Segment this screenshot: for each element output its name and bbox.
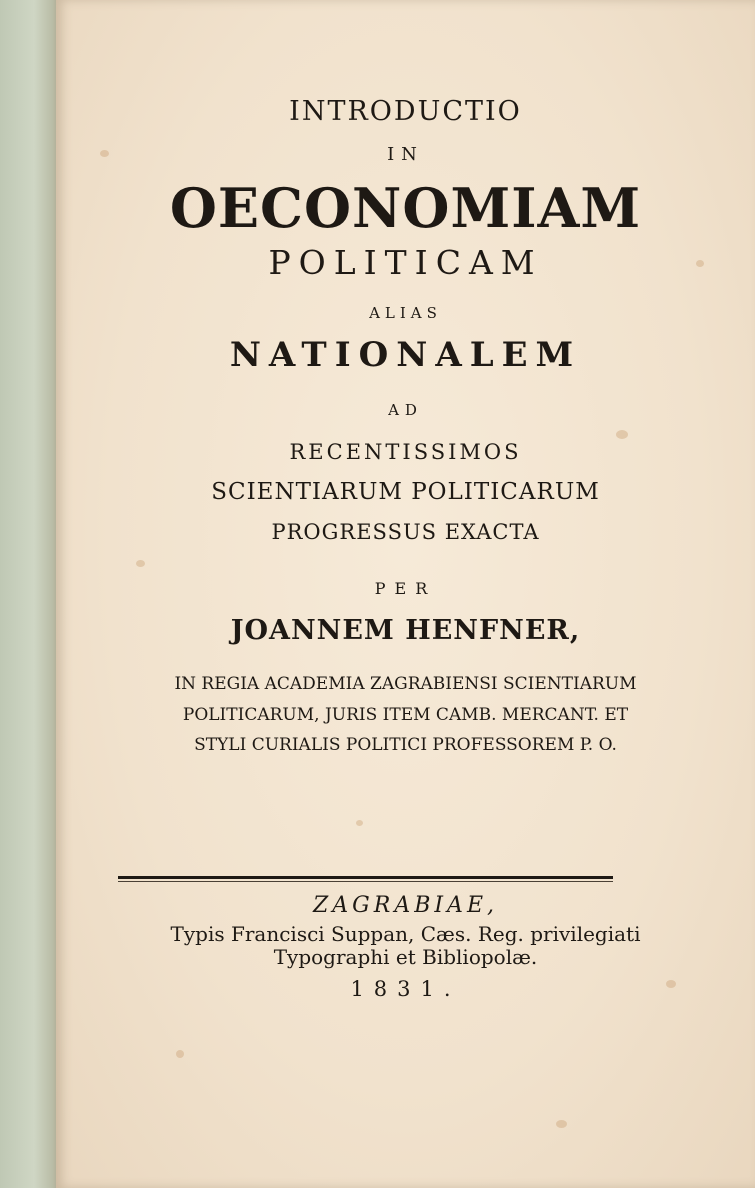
imprint-printer-line-2: Typographi et Bibliopolæ. xyxy=(273,945,538,969)
book-binding-edge xyxy=(0,0,62,1188)
title-line-oeconomiam: OECONOMIAM xyxy=(169,176,642,240)
author-name: JOANNEM HENFNER, xyxy=(230,615,581,646)
foxing-spot xyxy=(556,1120,567,1128)
title-line-in: IN xyxy=(387,144,424,165)
title-line-scientiarum: SCIENTIARUM POLITICARUM xyxy=(211,479,600,505)
title-line-politicam: POLITICAM xyxy=(268,243,543,282)
imprint-divider-rule-thin xyxy=(118,881,613,882)
title-line-recentissimos: RECENTISSIMOS xyxy=(289,440,522,464)
title-line-introductio: INTRODUCTIO xyxy=(289,96,522,127)
imprint-divider-rule xyxy=(118,876,613,879)
title-line-alias: ALIAS xyxy=(369,304,442,322)
title-line-progressus: PROGRESSUS EXACTA xyxy=(271,520,540,544)
author-affiliation-line-3: STYLI CURIALIS POLITICI PROFESSOREM P. O. xyxy=(194,735,617,755)
imprint-printer-line-1: Typis Francisci Suppan, Cæs. Reg. privilegiati xyxy=(170,922,641,946)
title-line-per: PER xyxy=(374,579,437,598)
title-line-nationalem: NATIONALEM xyxy=(229,335,582,375)
foxing-spot xyxy=(356,820,363,826)
title-line-ad: AD xyxy=(388,401,423,419)
imprint-place: ZAGRABIAE, xyxy=(313,893,498,918)
foxing-spot xyxy=(176,1050,184,1058)
author-affiliation-line-1: IN REGIA ACADEMIA ZAGRABIENSI SCIENTIARUM xyxy=(174,674,637,694)
foxing-spot xyxy=(616,430,628,439)
imprint-year: 1831. xyxy=(350,977,461,1001)
author-affiliation-line-2: POLITICARUM, JURIS ITEM CAMB. MERCANT. ET xyxy=(182,705,629,725)
foxing-spot xyxy=(136,560,145,567)
